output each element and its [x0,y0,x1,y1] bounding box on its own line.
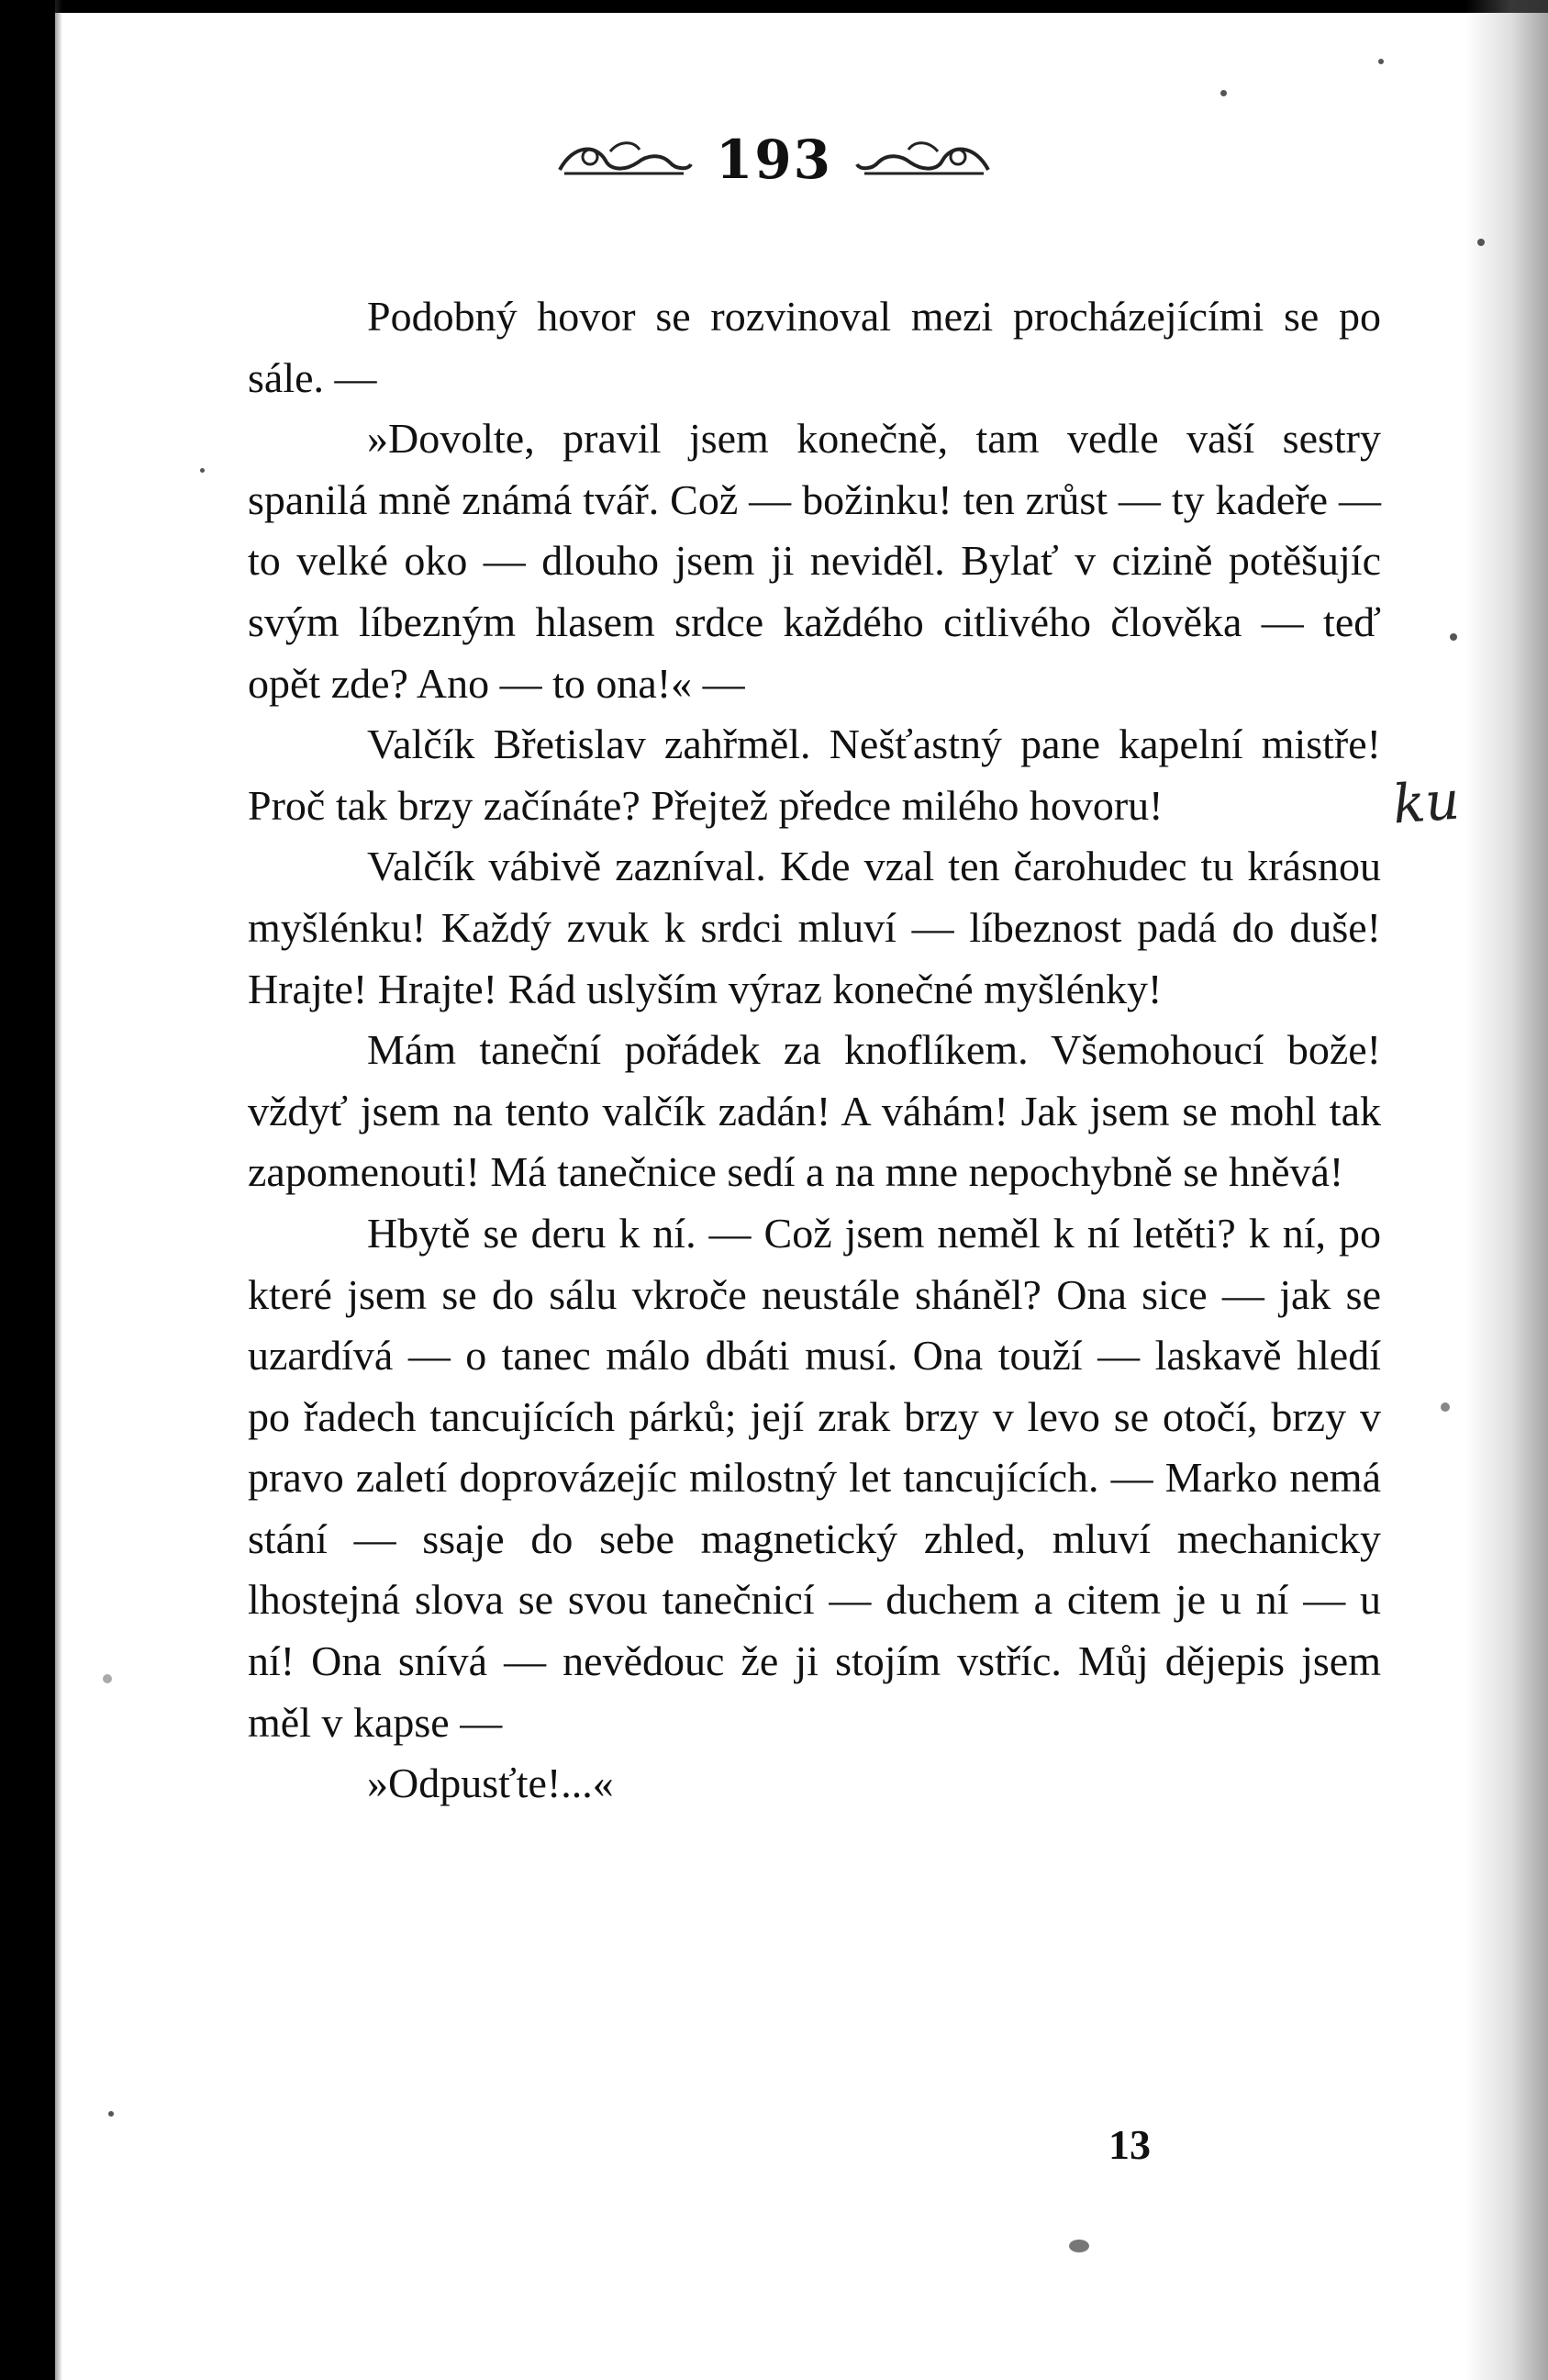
scan-speck [1220,90,1227,96]
paragraph: Mám taneční pořádek za knoflíkem. Všemohoucí bože! vždyť jsem na tento valčík zadán! A váhám! Jak jsem se mohl tak zapomenouti! Má tanečnice sedí a na mne nepochybně se hněvá! [248,1026,1381,1196]
paragraph: »Dovolte, pravil jsem konečně, tam vedle vaší sestry spanilá mně známá tvář. Což — božinku! ten zrůst — ty kadeře — to velké oko — dlouho jsem ji neviděl. Bylať v cizině potěšujíc svým líbezným hlasem srdce každého citlivého člověka — teď opět zde? Ano — to ona!« — [248,415,1381,707]
page-edge-shadow [1465,0,1548,2380]
paragraph: Valčík Břetislav zahřměl. Nešťastný pane kapelní mistře! Proč tak brzy začínáte? Přejtež předce milého hovoru! [248,721,1381,829]
scan-speck [1477,239,1485,246]
scan-speck [200,468,205,473]
page-header [0,128,1548,191]
scan-speck [1069,2240,1089,2252]
page-gutter-shadow [55,0,62,2380]
scan-speck [103,1674,112,1683]
handwritten-margin-note: ku [1390,768,1462,836]
body-text [248,286,1381,1815]
paragraph: »Odpusťte!...« [367,1760,614,1807]
page-number: 193 [715,128,833,191]
scan-speck [1441,1402,1450,1412]
scan-top-border [0,0,1548,13]
left-ornament-icon [555,135,693,184]
scan-left-border [0,0,55,2380]
scan-speck [108,2111,114,2117]
signature-mark: 13 [1108,2121,1151,2168]
paragraph: Podobný hovor se rozvinoval mezi procházejícími se po sále. — [248,293,1381,401]
scan-speck [1450,633,1457,641]
paragraph: Valčík vábivě zazníval. Kde vzal ten čarohudec tu krásnou myšlénku! Každý zvuk k srdci mluví — líbeznost padá do duše! Hrajte! Hrajte! Rád uslyším výraz konečné myšlénky! [248,843,1381,1012]
paragraph: Hbytě se deru k ní. — Což jsem neměl k ní letěti? k ní, po které jsem se do sálu vkroče neustále sháněl? Ona sice — jak se uzardívá — o tanec málo dbáti musí. Ona touží — laskavě hledí po řadech tancujících párků; její zrak brzy v levo se otočí, brzy v pravo zaletí doprovázejíc milostný let tancujících. — Marko nemá stání — ssaje do sebe magnetický zhled, mluví mechanicky lhostejná slova se svou tanečnicí — duchem a citem je u ní — u ní! Ona snívá — nevědouc že ji stojím vstříc. Můj dějepis jsem měl v kapse — [248,1209,1381,1746]
right-ornament-icon [855,135,993,184]
scan-speck [1378,59,1384,64]
